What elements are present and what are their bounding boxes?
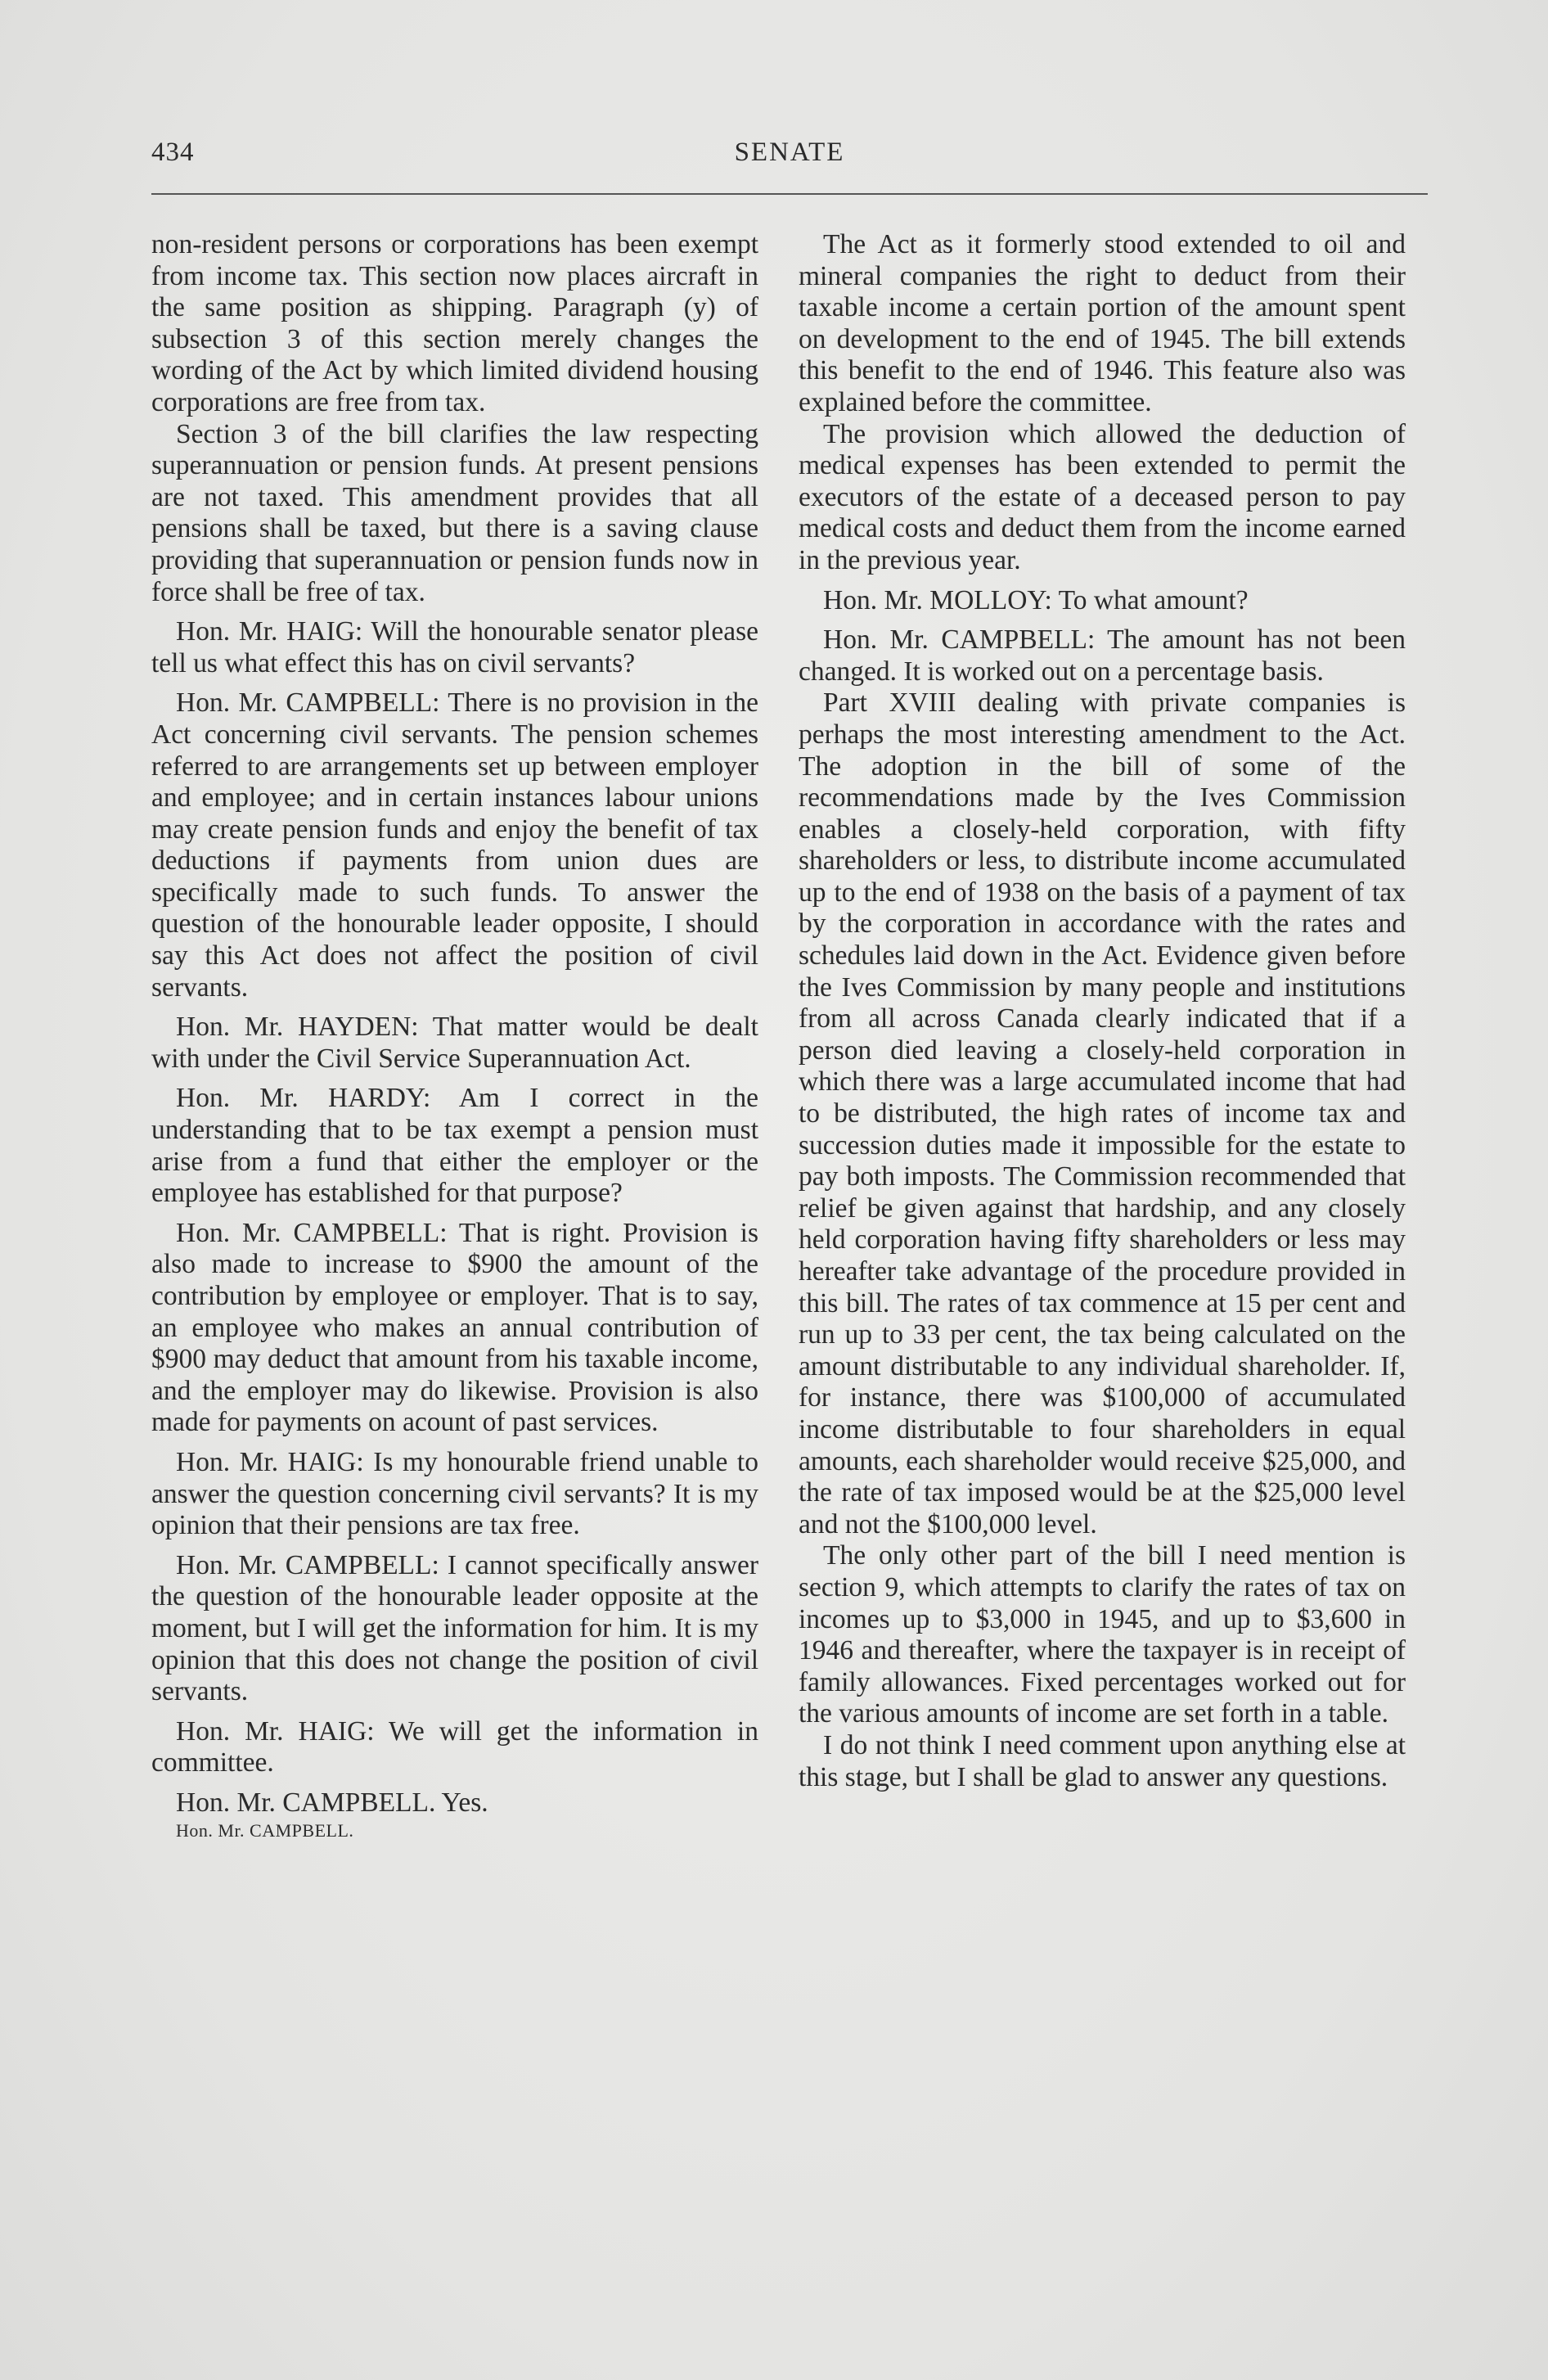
speech-paragraph: Hon. Mr. CAMPBELL: That is right. Provision is also made to increase to $900 the amount of the contribution by employee or employer. That is to say, an employee who makes an annual contribution of $900 may deduct that amount from his taxable income, and the employer may do likewise. Provision is also made for payments on acount of past services. xyxy=(151,1217,758,1438)
speech-paragraph: Hon. Mr. CAMPBELL: There is no provision in the Act concerning civil servants. The pension schemes referred to are arrangements set up between employer and employee; and in certain instances labour unions may create pension funds and enjoy the benefit of tax deductions if payments from union dues are specifically made to such funds. To answer the question of the honourable leader opposite, I should say this Act does not affect the position of civil servants. xyxy=(151,687,758,1003)
paragraph: The provision which allowed the deduction of medical expenses has been extended to permit the executors of the estate of a deceased person to pay medical costs and deduct them from the income earned in the previous year. xyxy=(799,418,1406,575)
speech-paragraph: Hon. Mr. CAMPBELL: The amount has not been changed. It is worked out on a percentage basis. xyxy=(799,624,1406,687)
paragraph: Part XVIII dealing with private companies is perhaps the most interesting amendment to the Act. The adoption in the bill of some of the recommendations made by the Ives Commission enables a closely-held corporation, with fifty shareholders or less, to distribute income accumulated up to the end of 1938 on the basis of a payment of tax by the corporation in accordance with the rates and schedules laid down in the Act. Evidence given before the Ives Commission by many people and institutions from all across Canada clearly indicated that if a person died leaving a closely-held corporation in which there was a large accumulated income that had to be distributed, the high rates of income tax and succession duties made it impossible for the estate to pay both imposts. The Commission recommended that relief be given against that hardship, and any closely held corporation having fifty shareholders or less may hereafter take advantage of the procedure provided in this bill. The rates of tax commence at 15 per cent and run up to 33 per cent, the tax being calculated on the amount distributable to any individual shareholder. If, for instance, there was $100,000 of accumulated income distributable to four shareholders in equal amounts, each shareholder would receive $25,000, and the rate of tax imposed would be at the $25,000 level and not the $100,000 level. xyxy=(799,687,1406,1539)
paragraph: The Act as it formerly stood extended to oil and mineral companies the right to deduct from their taxable income a certain portion of the amount spent on development to the end of 1945. The bill extends this benefit to the end of 1946. This feature also was explained before the committee. xyxy=(799,229,1406,417)
page-header xyxy=(151,137,1428,177)
right-column xyxy=(799,229,1406,1793)
speech-paragraph: Hon. Mr. CAMPBELL: I cannot specifically answer the question of the honourable leader opposite at the moment, but I will get the information for him. It is my opinion that this does not change the position of civil servants. xyxy=(151,1549,758,1707)
speech-paragraph: Hon. Mr. HAIG: Is my honourable friend unable to answer the question concerning civil servants? It is my opinion that their pensions are tax free. xyxy=(151,1446,758,1541)
speech-paragraph: Hon. Mr. HAIG: Will the honourable senator please tell us what effect this has on civil servants? xyxy=(151,616,758,678)
paragraph: The only other part of the bill I need mention is section 9, which attempts to clarify the rates of tax on incomes up to $3,000 in 1945, and up to $3,600 in 1946 and thereafter, where the taxpayer is in receipt of family allowances. Fixed percentages worked out for the various amounts of income are set forth in a table. xyxy=(799,1540,1406,1729)
footer-catchword: Hon. Mr. CAMPBELL. xyxy=(176,1819,354,1841)
running-head: SENATE xyxy=(734,137,845,167)
paragraph: I do not think I need comment upon anything else at this stage, but I shall be glad to answer any questions. xyxy=(799,1729,1406,1792)
paragraph: non-resident persons or corporations has been exempt from income tax. This section now places aircraft in the same position as shipping. Paragraph (y) of subsection 3 of this section merely changes the wording of the Act by which limited dividend housing corporations are free from tax. xyxy=(151,229,758,417)
speech-paragraph: Hon. Mr. HAIG: We will get the information in committee. xyxy=(151,1715,758,1778)
speech-paragraph: Hon. Mr. CAMPBELL. Yes. xyxy=(176,1787,488,1818)
page-number: 434 xyxy=(151,137,195,167)
speech-paragraph: Hon. Mr. MOLLOY: To what amount? xyxy=(823,584,1249,615)
left-column xyxy=(151,229,758,1842)
header-rule xyxy=(151,193,1428,195)
paragraph: Section 3 of the bill clarifies the law respecting superannuation or pension funds. At present pensions are not taxed. This amendment provides that all pensions shall be taxed, but there is a saving clause providing that superannuation or pension funds now in force shall be free of tax. xyxy=(151,418,758,607)
speech-paragraph: Hon. Mr. HAYDEN: That matter would be dealt with under the Civil Service Superannuation Act. xyxy=(151,1012,758,1074)
speech-paragraph: Hon. Mr. HARDY: Am I correct in the understanding that to be tax exempt a pension must arise from a fund that either the employer or the employee has established for that purpose? xyxy=(151,1083,758,1209)
